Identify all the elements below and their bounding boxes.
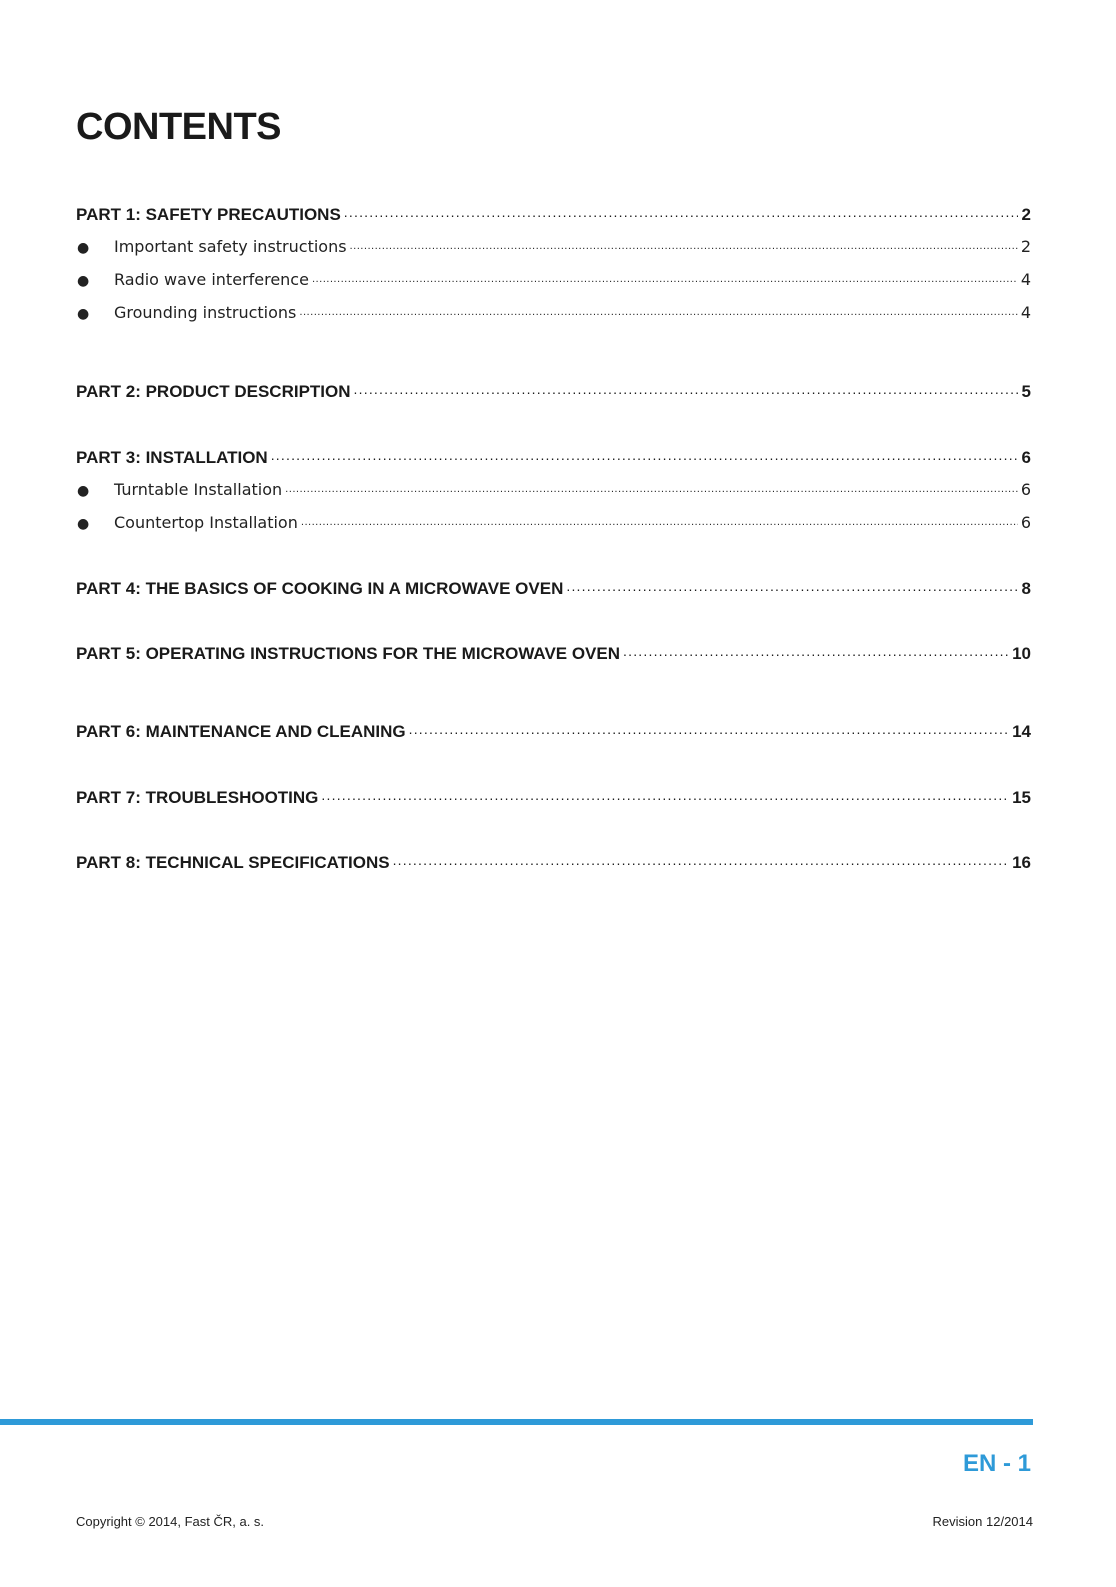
toc-entry-part-3[interactable]: [76, 446, 1031, 472]
dot-leader: [344, 203, 1018, 220]
toc-entry-label: PART 4: THE BASICS OF COOKING IN A MICROWAVE OVEN: [76, 579, 564, 598]
toc-entry-grounding-instructions[interactable]: [76, 302, 1031, 328]
toc-entry-countertop-installation[interactable]: [76, 512, 1031, 538]
toc-entry-label: Turntable Installation: [114, 480, 283, 499]
toc-entry-label: Countertop Installation: [114, 513, 298, 532]
toc-entry-part-7[interactable]: [76, 786, 1031, 812]
bullet-icon: ●: [77, 306, 90, 322]
bullet-icon: ●: [77, 483, 90, 499]
toc-entry-important-safety-instructions[interactable]: [76, 236, 1031, 262]
toc-entry-label: PART 7: TROUBLESHOOTING: [76, 788, 319, 807]
toc-entry-part-1[interactable]: [76, 203, 1031, 229]
toc-entry-page: 6: [1021, 448, 1031, 467]
toc-entry-label: PART 6: MAINTENANCE AND CLEANING: [76, 722, 406, 741]
toc-entry-label: PART 1: SAFETY PRECAUTIONS: [76, 205, 341, 224]
bullet-icon: ●: [77, 273, 90, 289]
toc-entry-page: 4: [1020, 303, 1031, 322]
toc-entry-radio-wave-interference[interactable]: [76, 269, 1031, 295]
toc-entry-page: 10: [1012, 644, 1031, 663]
toc-entry-page: 5: [1021, 382, 1031, 401]
toc-entry-page: 16: [1012, 853, 1031, 872]
toc-entry-part-6[interactable]: [76, 720, 1031, 746]
dot-leader: [409, 720, 1009, 737]
toc-entry-part-4[interactable]: [76, 577, 1031, 603]
toc-entry-label: Radio wave interference: [114, 270, 309, 289]
dot-leader: [623, 642, 1009, 659]
dot-leader: [354, 380, 1018, 397]
footer-divider: [0, 1419, 1033, 1425]
toc-entry-part-2[interactable]: [76, 380, 1031, 406]
toc-entry-page: 6: [1020, 480, 1031, 499]
toc-entry-label: PART 5: OPERATING INSTRUCTIONS FOR THE MICROWAVE OVEN: [76, 644, 621, 663]
dot-leader: [350, 236, 1018, 252]
dot-leader: [566, 577, 1018, 594]
toc-entry-part-8[interactable]: [76, 851, 1031, 877]
bullet-icon: ●: [77, 240, 90, 256]
dot-leader: [271, 446, 1018, 463]
toc-entry-label: PART 3: INSTALLATION: [76, 448, 268, 467]
page-title: CONTENTS: [76, 106, 281, 148]
page-number-label: EN - 1: [962, 1450, 1031, 1477]
toc-entry-page: 4: [1020, 270, 1031, 289]
bullet-icon: ●: [77, 516, 90, 532]
revision-label: Revision 12/2014: [932, 1514, 1033, 1529]
dot-leader: [301, 512, 1018, 528]
dot-leader: [285, 479, 1018, 495]
toc-entry-label: PART 2: PRODUCT DESCRIPTION: [76, 382, 351, 401]
toc-entry-page: 2: [1021, 205, 1031, 224]
dot-leader: [299, 302, 1017, 318]
table-of-contents: [76, 0, 1031, 900]
toc-entry-label: PART 8: TECHNICAL SPECIFICATIONS: [76, 853, 390, 872]
toc-entry-page: 2: [1020, 237, 1031, 256]
copyright-notice: Copyright © 2014, Fast ČR, a. s.: [76, 1514, 265, 1529]
toc-entry-turntable-installation[interactable]: [76, 479, 1031, 505]
toc-entry-page: 14: [1012, 722, 1031, 741]
toc-entry-label: Important safety instructions: [114, 237, 347, 256]
toc-entry-page: 8: [1021, 579, 1031, 598]
toc-entry-part-5[interactable]: [76, 642, 1031, 668]
toc-entry-page: 6: [1020, 513, 1031, 532]
toc-entry-page: 15: [1012, 788, 1031, 807]
toc-entry-label: Grounding instructions: [114, 303, 297, 322]
dot-leader: [393, 851, 1010, 868]
dot-leader: [321, 786, 1009, 803]
dot-leader: [312, 269, 1018, 285]
